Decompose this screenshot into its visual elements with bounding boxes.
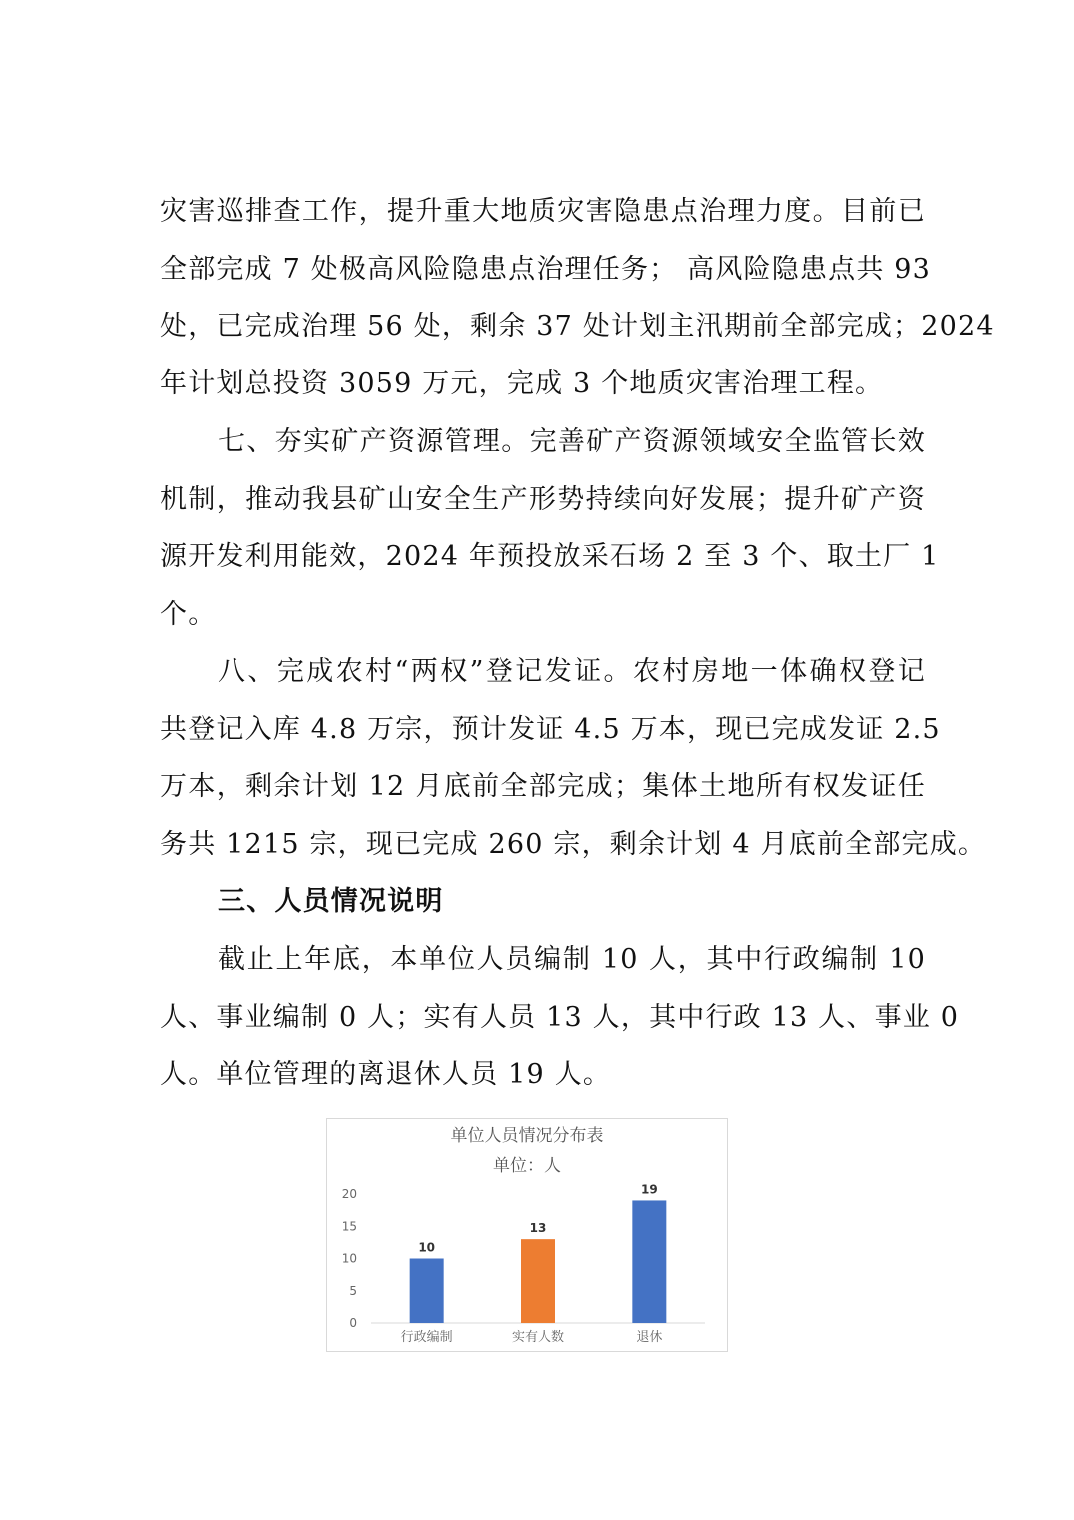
paragraph-line: 人。单位管理的离退休人员 19 人。	[160, 1059, 612, 1090]
section-heading: 三、人员情况说明	[218, 886, 444, 917]
paragraph-line: 个。	[160, 599, 217, 630]
y-tick-label: 20	[341, 1187, 357, 1201]
y-tick-label: 10	[341, 1251, 357, 1266]
paragraph-line: 人、事业编制 0 人；实有人员 13 人，其中行政 13 人、事业 0	[160, 1002, 960, 1033]
y-tick-label: 5	[349, 1283, 357, 1298]
paragraph-line: 机制，推动我县矿山安全生产形势持续向好发展；提升矿产资	[160, 484, 926, 515]
x-tick-label: 实有人数	[511, 1330, 565, 1345]
bar-实有人数	[521, 1239, 555, 1323]
x-tick-label: 行政编制	[400, 1330, 453, 1345]
paragraph-line: 年计划总投资 3059 万元，完成 3 个地质灾害治理工程。	[160, 368, 884, 399]
chart-subtitle: 单位：人	[493, 1156, 561, 1176]
paragraph-line: 务共 1215 宗，现已完成 260 宗，剩余计划 4 月底前全部完成。	[160, 829, 987, 860]
paragraph-line: 全部完成 7 处极高风险隐患点治理任务； 高风险隐患点共 93	[160, 254, 932, 285]
paragraph-line: 八、完成农村“两权”登记发证。农村房地一体确权登记	[218, 656, 926, 687]
bar-行政编制	[410, 1259, 444, 1324]
paragraph-line: 截止上年底，本单位人员编制 10 人，其中行政编制 10	[218, 944, 926, 975]
paragraph-line: 共登记入库 4.8 万宗，预计发证 4.5 万本，现已完成发证 2.5	[160, 714, 941, 745]
paragraph-line: 源开发利用能效，2024 年预投放采石场 2 至 3 个、取土厂 1	[160, 541, 940, 572]
data-label: 13	[529, 1221, 547, 1236]
staff-distribution-chart	[326, 1118, 728, 1352]
paragraph-line: 灾害巡排查工作，提升重大地质灾害隐患点治理力度。目前已	[160, 196, 926, 227]
chart-title: 单位人员情况分布表	[450, 1126, 604, 1146]
bar-退休	[632, 1200, 666, 1323]
y-tick-label: 0	[349, 1316, 357, 1330]
data-label: 19	[640, 1182, 658, 1197]
y-tick-label: 15	[341, 1219, 357, 1234]
paragraph-line: 万本，剩余计划 12 月底前全部完成；集体土地所有权发证任	[160, 771, 926, 802]
x-tick-label: 退休	[636, 1330, 663, 1345]
chart-canvas	[327, 1119, 727, 1351]
paragraph-line: 处，已完成治理 56 处，剩余 37 处计划主汛期前全部完成；2024	[160, 311, 995, 342]
data-label: 10	[418, 1240, 436, 1255]
paragraph-line: 七、夯实矿产资源管理。完善矿产资源领域安全监管长效	[218, 426, 926, 457]
